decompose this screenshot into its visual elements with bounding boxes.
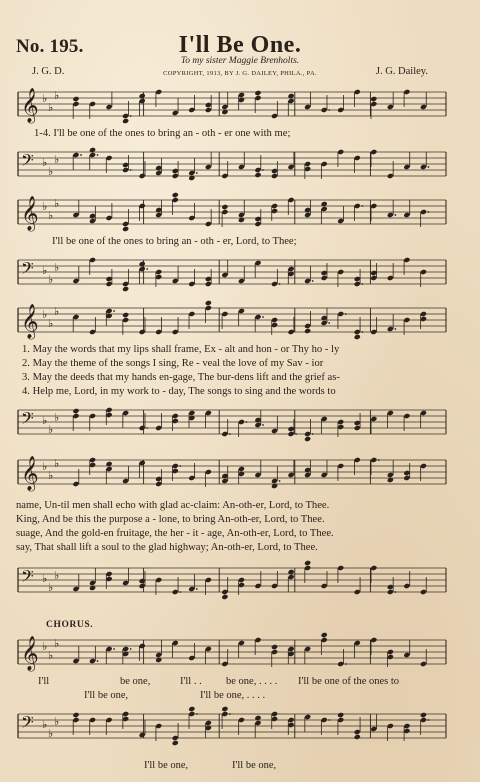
copyright-notice: COPYRIGHT, 1913, BY J. G. DAILEY, PHILA., PA. [163, 70, 317, 77]
note-head [188, 706, 195, 712]
chorus-bass-staff [0, 706, 480, 748]
flat-icon: ♭ [42, 264, 48, 277]
note-head [254, 90, 261, 96]
note-dot [361, 331, 363, 333]
note-dot [146, 427, 148, 429]
note-head [72, 408, 79, 414]
flat-icon: ♭ [54, 411, 60, 424]
note-head [321, 632, 328, 638]
flat-icon: ♭ [48, 165, 54, 178]
note-head [205, 300, 212, 306]
composer-credit: J. G. Dailey. [375, 66, 428, 77]
note-dot [130, 648, 132, 650]
note-head [221, 204, 228, 210]
lyric-text: suage, And the gold-en fruitage, the her - it - age, An-oth-er, Lord, to Thee. [16, 528, 334, 539]
note-head [122, 118, 129, 124]
note-head [122, 226, 129, 232]
note-dot [394, 328, 396, 330]
flat-icon: ♭ [42, 308, 48, 321]
lyric-text: 1. May the words that my lips shall frame, Ex - alt and hon - or Thy ho - ly [22, 344, 340, 355]
note-dot [428, 166, 430, 168]
lyric-text: 2. May the theme of the songs I sing, Re - veal the love of my Sav - ior [22, 358, 324, 369]
flat-icon: ♭ [54, 637, 60, 650]
treble-clef-icon: 𝄞 [21, 456, 39, 491]
lyric-text: name, Un-til men shall echo with glad ac-claim: An-oth-er, Lord, to Thee. [16, 500, 330, 511]
note-head [172, 740, 179, 746]
chorus-treble-staff [0, 632, 480, 674]
flat-icon: ♭ [42, 414, 48, 427]
note-head [221, 594, 228, 600]
note-dot [428, 211, 430, 213]
lyricist-credit: J. G. D. [32, 66, 65, 77]
chorus-soprano-3: I'll . . [180, 676, 202, 687]
note-dot [279, 480, 281, 482]
system-3-treble-staff [0, 300, 480, 342]
system-4-bass-staff [0, 560, 480, 602]
note-dot [130, 115, 132, 117]
flat-icon: ♭ [54, 261, 60, 274]
treble-clef-icon: 𝄞 [21, 196, 39, 231]
note-dot [394, 214, 396, 216]
note-head [72, 96, 79, 102]
note-head [172, 192, 179, 198]
note-head [271, 644, 278, 650]
chorus-soprano-2: be one, [120, 676, 151, 687]
note-dot [196, 713, 198, 715]
chorus-soprano-1: I'll [38, 676, 50, 687]
hymn-number: No. 195. [16, 36, 84, 57]
note-dot [279, 283, 281, 285]
flat-icon: ♭ [54, 89, 60, 102]
lyric-text: I'll be one of the ones to bring an - oth - er, Lord, to Thee; [52, 236, 297, 247]
dedication: To my sister Maggie Brenholts. [180, 56, 300, 66]
note-head [72, 712, 79, 718]
chorus-alto-2: I'll be one, . . . . [200, 690, 266, 701]
flat-icon: ♭ [48, 581, 54, 594]
note-dot [246, 421, 248, 423]
flat-icon: ♭ [48, 727, 54, 740]
lyric-text: 4. Help me, Lord, in my work to - day, The songs to sing and the words to [22, 386, 336, 397]
chorus-label: CHORUS. [46, 620, 94, 630]
note-head [420, 712, 427, 718]
treble-clef-icon: 𝄞 [21, 636, 39, 671]
flat-icon: ♭ [42, 718, 48, 731]
treble-clef-icon: 𝄞 [21, 304, 39, 339]
flat-icon: ♭ [42, 156, 48, 169]
flat-icon: ♭ [48, 317, 54, 330]
note-dot [262, 316, 264, 318]
flat-icon: ♭ [42, 572, 48, 585]
flat-icon: ♭ [42, 92, 48, 105]
note-head [122, 312, 129, 318]
note-dot [130, 169, 132, 171]
note-dot [428, 719, 430, 721]
note-dot [146, 268, 148, 270]
flat-icon: ♭ [54, 153, 60, 166]
chorus-bass-1: I'll be one, [144, 760, 189, 771]
note-dot [196, 172, 198, 174]
note-dot [262, 424, 264, 426]
lyric-text: 3. May the deeds that my hands en-gage, The bur-dens lift and the grief as- [22, 372, 340, 383]
note-head [304, 328, 311, 334]
hymn-title: I'll Be One. [178, 32, 302, 58]
system-4-treble-staff [0, 452, 480, 494]
flat-icon: ♭ [42, 460, 48, 473]
note-dot [97, 154, 99, 156]
bass-clef-icon: 𝄢 [21, 408, 34, 432]
note-head [370, 96, 377, 102]
flat-icon: ♭ [54, 457, 60, 470]
bass-clef-icon: 𝄢 [21, 566, 34, 590]
note-head [221, 706, 228, 712]
note-dot [345, 313, 347, 315]
treble-clef-icon: 𝄞 [21, 88, 39, 123]
note-dot [361, 283, 363, 285]
lyric-text: King, And be this the purpose a - lone, to bring An-oth-er, Lord, to Thee. [16, 514, 325, 525]
bass-clef-icon: 𝄢 [21, 258, 34, 282]
note-dot [312, 433, 314, 435]
note-dot [328, 322, 330, 324]
chorus-alto-1: I'll be one, [84, 690, 129, 701]
note-dot [394, 591, 396, 593]
system-2-treble-staff [0, 192, 480, 234]
bass-clef-icon: 𝄢 [21, 150, 34, 174]
flat-icon: ♭ [54, 715, 60, 728]
flat-icon: ♭ [48, 423, 54, 436]
flat-icon: ♭ [48, 649, 54, 662]
note-dot [97, 660, 99, 662]
note-head [354, 334, 361, 340]
note-dot [196, 588, 198, 590]
note-dot [113, 648, 115, 650]
note-dot [295, 433, 297, 435]
flat-icon: ♭ [48, 101, 54, 114]
flat-icon: ♭ [48, 469, 54, 482]
note-dot [262, 169, 264, 171]
note-dot [229, 713, 231, 715]
note-dot [312, 280, 314, 282]
flat-icon: ♭ [48, 273, 54, 286]
note-head [304, 436, 311, 442]
note-head [254, 172, 261, 178]
note-dot [328, 719, 330, 721]
note-dot [179, 465, 181, 467]
chorus-bass-2: I'll be one, [232, 760, 277, 771]
flat-icon: ♭ [54, 197, 60, 210]
note-dot [361, 205, 363, 207]
note-dot [113, 310, 115, 312]
note-head [354, 734, 361, 740]
note-dot [229, 433, 231, 435]
note-dot [80, 154, 82, 156]
system-1-bass-staff [0, 144, 480, 186]
lyric-text: say, That shall lift a soul to the glad highway; An-oth-er, Lord, to Thee. [16, 542, 318, 553]
note-dot [179, 591, 181, 593]
note-dot [345, 663, 347, 665]
chorus-soprano-5: I'll be one of the ones to [298, 676, 400, 687]
flat-icon: ♭ [54, 569, 60, 582]
flat-icon: ♭ [42, 200, 48, 213]
system-3-bass-staff [0, 402, 480, 444]
flat-icon: ♭ [42, 640, 48, 653]
system-1-treble-staff [0, 84, 480, 126]
chorus-soprano-4: be one, . . . . [226, 676, 278, 687]
note-dot [328, 109, 330, 111]
flat-icon: ♭ [54, 305, 60, 318]
flat-icon: ♭ [48, 209, 54, 222]
lyric-text: 1-4. I'll be one of the ones to bring an - oth - er one with me; [34, 128, 291, 139]
system-2-bass-staff [0, 252, 480, 294]
note-head [304, 560, 311, 566]
bass-clef-icon: 𝄢 [21, 712, 34, 736]
note-head [122, 286, 129, 292]
note-dot [378, 459, 380, 461]
note-head [337, 712, 344, 718]
